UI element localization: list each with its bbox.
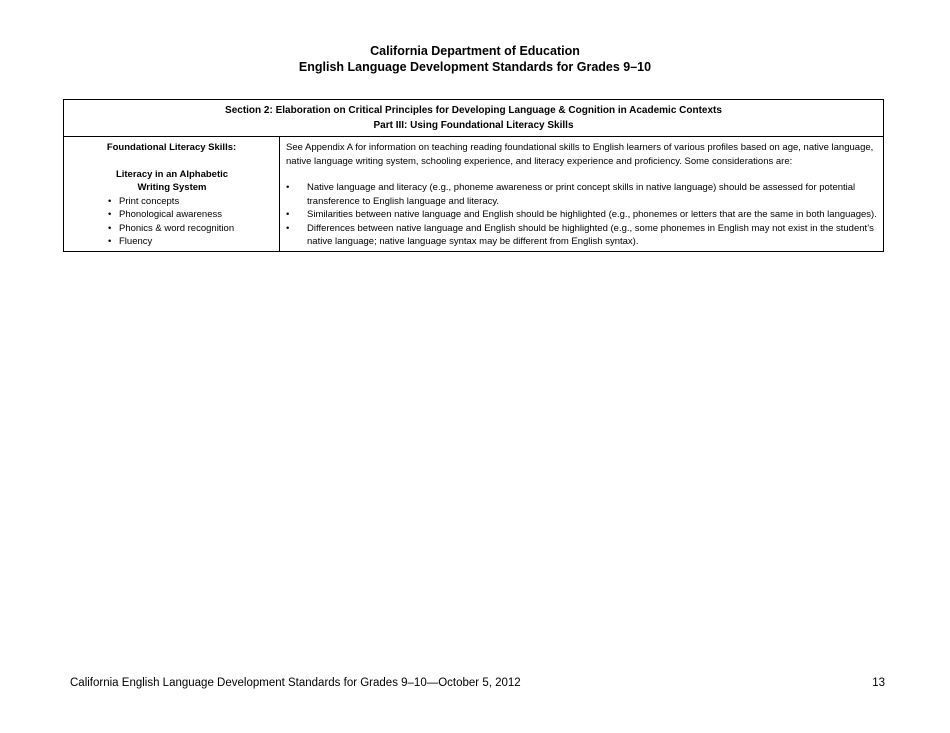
table-title-row <box>64 100 884 137</box>
section-table <box>63 99 884 252</box>
consideration-text: Differences between native language and English should be highlighted (e.g., some phonemes in English may not exist in the student’s native language; native language syntax may be different from English syntax). <box>307 222 874 247</box>
table-content-row <box>64 137 884 252</box>
footer-text: California English Language Development Standards for Grades 9–10—October 5, 2012 <box>70 677 521 689</box>
document-header <box>0 43 950 75</box>
literacy-subheading: Literacy in an Alphabetic Writing System <box>115 168 229 193</box>
list-item: • Fluency <box>108 235 273 249</box>
list-item: • Phonics & word recognition <box>108 222 273 236</box>
bullet-icon: • <box>286 209 290 220</box>
list-item <box>286 222 877 249</box>
bullet-icon: • <box>286 182 290 193</box>
header-line-2: English Language Development Standards for Grades 9–10 <box>298 60 652 74</box>
right-column-cell <box>280 137 884 252</box>
left-column-cell <box>64 137 280 252</box>
considerations-list <box>286 181 877 249</box>
list-item <box>286 208 877 222</box>
bullet-icon: • <box>286 222 290 234</box>
list-item: • Phonological awareness <box>108 208 273 222</box>
part-title: Part III: Using Foundational Literacy Skills <box>373 120 574 131</box>
foundational-skills-heading: Foundational Literacy Skills: <box>106 142 237 153</box>
consideration-text: Native language and literacy (e.g., phoneme awareness or print concept skills in native language) should be assessed for potential transference to English language and literacy. <box>307 182 856 207</box>
skills-list <box>70 195 273 249</box>
list-item <box>286 181 877 208</box>
table-title-cell <box>64 100 884 137</box>
header-line-1: California Department of Education <box>370 44 580 58</box>
list-item: • Print concepts <box>108 195 273 209</box>
section-title: Section 2: Elaboration on Critical Principles for Developing Language & Cognition in Academic Contexts <box>225 105 722 116</box>
appendix-intro-text: See Appendix A for information on teaching reading foundational skills to English learners of various profiles based on age, native language, native language writing system, schooling experience, and literacy experience and proficiency. Some considerations are: <box>286 142 874 167</box>
page-number: 13 <box>872 677 885 689</box>
consideration-text: Similarities between native language and English should be highlighted (e.g., phonemes or letters that are the same in both languages). <box>307 209 877 220</box>
